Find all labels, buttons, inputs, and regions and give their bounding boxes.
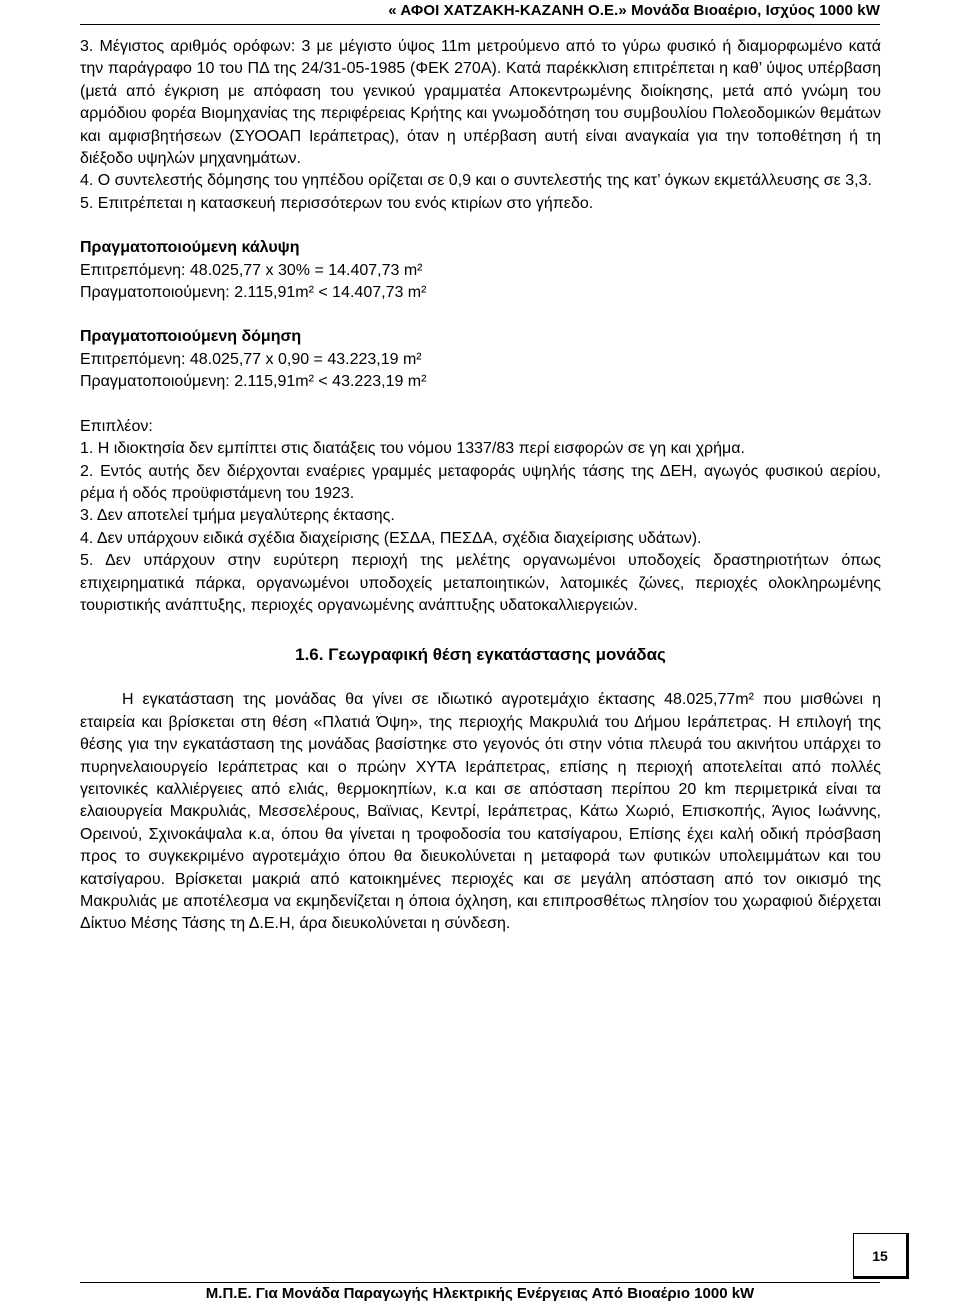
extra-item-5: 5. Δεν υπάρχουν στην ευρύτερη περιοχή της μελέτης οργανωμένοι υποδοχείς δραστηριοτήτων όπως επιχειρηματικά πάρκα, οργανωμένοι υποδοχείς μεταποιητικών, λατομικές ζώνες, περιοχές ολοκληρωμένης τουριστικής ανάπτυξης, περιοχές οργανωμένης ανάπτυξης υδατοκαλλιεργειών. xyxy=(80,552,881,614)
coverage-block xyxy=(80,237,881,304)
building-allowed: Επιτρεπόμενη: 48.025,77 x 0,90 = 43.223,19 m² xyxy=(80,350,422,368)
extra-item-3: 3. Δεν αποτελεί τμήμα μεγαλύτερης έκτασης. xyxy=(80,507,395,525)
coverage-allowed: Επιτρεπόμενη: 48.025,77 x 30% = 14.407,73 m² xyxy=(80,261,423,279)
building-block xyxy=(80,326,881,393)
page-header xyxy=(80,0,880,25)
section-title: 1.6. Γεωγραφική θέση εγκατάστασης μονάδας xyxy=(295,645,666,665)
rule-item-3: 3. Μέγιστος αριθμός ορόφων: 3 με μέγιστο ύψος 11m μετρούμενο από το γύρω φυσικό ή διαμορφωμένο κατά την παράγραφο 10 του ΠΔ της 24/31-05-1985 (ΦΕΚ 270Α). Κατά παρέκκλιση επιτρέπεται η καθ’ ύψος υπέρβαση (μετά από έγκριση με απόφαση του γενικού γραμματέα Αποκεντρωμένης διοίκησης, μετά από γνώμη του αρμόδιου φορέα Βιομηχανίας της περιφέρειας Κρήτης και γνωμοδότηση του συμβουλίου Πολεοδομικών θεμάτων και αμφισβητήσεων (ΣΥΟΟΑΠ Ιεράπετρας), όταν η υπέρβαση αυτή είναι αναγκαία για την τοποθέτηση ή τη διέξοδο υψηλών μηχανημάτων. xyxy=(80,38,881,168)
building-actual: Πραγματοποιούμενη: 2.115,91m² < 43.223,19 m² xyxy=(80,373,427,391)
extra-block xyxy=(80,416,881,618)
building-title: Πραγματοποιούμενη δόμηση xyxy=(80,328,302,346)
extra-label: Επιπλέον: xyxy=(80,417,153,435)
coverage-title: Πραγματοποιούμενη κάλυψη xyxy=(80,239,300,257)
page-number xyxy=(853,1233,909,1279)
extra-item-2: 2. Εντός αυτής δεν διέρχονται εναέριες γραμμές μεταφοράς υψηλής τάσης της ΔΕΗ, αγωγός φυσικού αερίου, ρέμα ή οδός προϋφιστάμενη του 1923. xyxy=(80,462,881,502)
rule-item-5: 5. Επιτρέπεται η κατασκευή περισσότερων του ενός κτιρίων στο γήπεδο. xyxy=(80,194,594,212)
footer-text: Μ.Π.Ε. Για Μονάδα Παραγωγής Ηλεκτρικής Ενέργειας Από Βιοαέριο 1000 kW xyxy=(205,1285,755,1302)
extra-item-1: 1. Η ιδιοκτησία δεν εμπίπτει στις διατάξεις του νόμου 1337/83 περί εισφορών σε γη και χρήμα. xyxy=(80,440,745,458)
header-text: « ΑΦΟΙ ΧΑΤΖΑΚΗ-ΚΑΖΑΝΗ Ο.Ε.» Μονάδα Βιοαέριο, Ισχύος 1000 kW xyxy=(388,2,880,19)
section-body: Η εγκατάσταση της μονάδας θα γίνει σε ιδιωτικό αγροτεμάχιο έκτασης 48.025,77m² που μισθώνει η εταιρεία και βρίσκεται στη θέση «Πλατιά Όψη», της περιοχής Μακρυλιά του Δήμου Ιεράπετρας. Η επιλογή της θέσης για την εγκατάσταση της μονάδας βασίστηκε στο γεγονός ότι στην νότια πλευρά του ακινήτου υπάρχει το πυρηνελαιουργείο Ιεράπετρας και ο πρώην ΧΥΤΑ Ιεράπετρας, επίσης η περιοχή αποτελείται από πολλές γειτονικές καλλιέργειες από ελιάς, θερμοκηπίων, κ.α και σε απόσταση περίπου 20 km περιμετρικά είναι τα ελαιουργεία Μακρυλιάς, Μεσσελέρους, Βαϊνιας, Κεντρί, Ιεράπετρας, Κάτω Χωριό, Επισκοπής, Άγιος Ιωάννης, Ορεινού, Σχινοκάψαλα κ.α, όπου θα γίνεται η τροφοδοσία του κατσίγαρου, Επίσης έχει καλή οδική πρόσβαση προς το συγκεκριμένο αγροτεμάχιο όπου θα διευκολύνεται η μεταφορά των φυτικών υπολειμμάτων και του κατσίγαρου. Βρίσκεται μακριά από κατοικημένες περιοχές και σε μεγάλη απόσταση από τον οικισμό της Μακρυλιάς με αποτέλεσμα να εκμηδενίζεται η όποια όχληση, και επιπροσθέτως πλησίον του χωραφιού διέρχεται Δίκτυο Μέσης Τάσης τη Δ.Ε.Η, άρα διευκολύνεται η σύνδεση. xyxy=(80,691,881,933)
document-body xyxy=(80,36,881,936)
coverage-actual: Πραγματοποιούμενη: 2.115,91m² < 14.407,73 m² xyxy=(80,284,427,302)
page-footer xyxy=(80,1282,880,1307)
rule-item-4: 4. Ο συντελεστής δόμησης του γηπέδου ορίζεται σε 0,9 και ο συντελεστής της κατ’ όγκων εκμετάλλευσης σε 3,3. xyxy=(80,172,872,190)
extra-item-4: 4. Δεν υπάρχουν ειδικά σχέδια διαχείρισης (ΕΣΔΑ, ΠΕΣΔΑ, σχέδια διαχείρισης υδάτων). xyxy=(80,529,702,547)
page-number-text: 15 xyxy=(872,1248,888,1264)
